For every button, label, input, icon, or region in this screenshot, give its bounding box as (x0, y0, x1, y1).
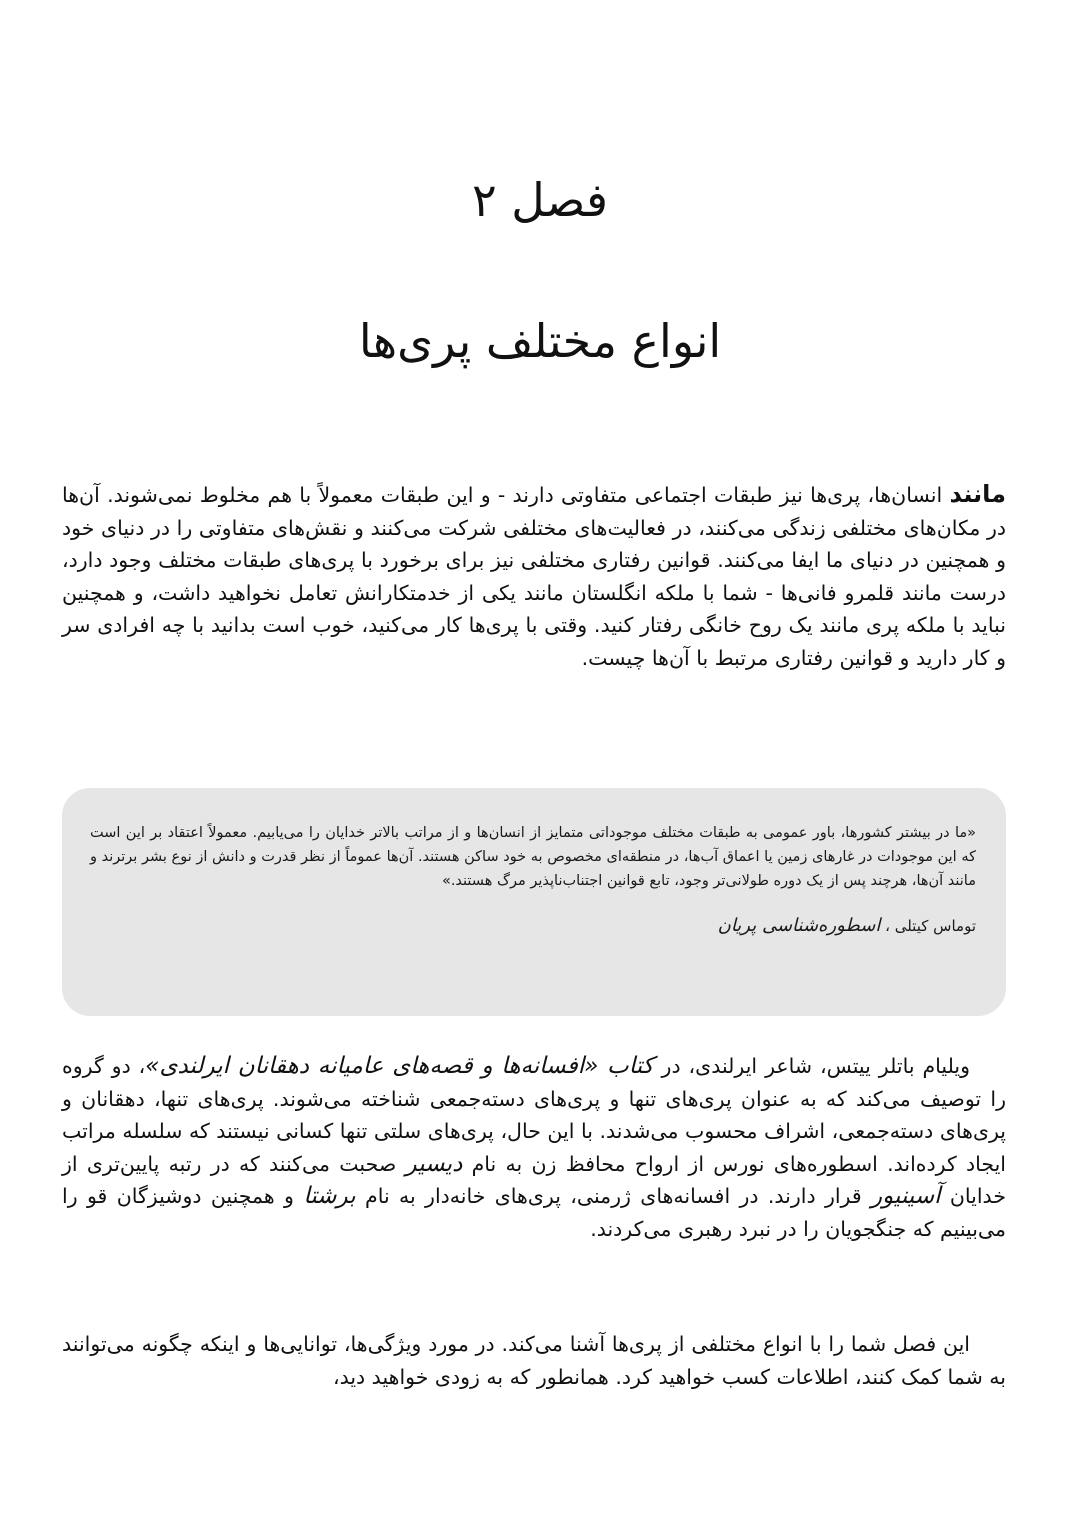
quote-box (62, 788, 1006, 1016)
text-run: ویلیام باتلر ییتس، شاعر ایرلندی، در (653, 1054, 971, 1078)
yeats-paragraph (62, 1050, 1006, 1245)
text-run: صحبت می‌کنند که در رتبه پایین‌تری از خدایان (62, 1151, 1006, 1208)
intro-paragraph (62, 478, 1006, 674)
text-run: و همچنین دوشیزگان قو را می‌بینیم که جنگجویان را در نبرد رهبری می‌کردند. (62, 1184, 1006, 1241)
text-run: ، دو گروه را توصیف می‌کند که به عنوان پری‌های تنها و پری‌های دسته‌جمعی شناخته می‌شوند. پری‌های تنها، دهقانان و پری‌های دسته‌جمعی، اشراف محسوب می‌شدند. با این حال، پری‌های سلتی تنها کسانی نیستند که سلسله مراتب ایجاد کرده‌اند. اسطوره‌های نورس از ارواح محافظ زن به نام (62, 1054, 1006, 1176)
term-disir: دیسیر (405, 1150, 463, 1177)
quote-author: توماس کیتلی (894, 917, 976, 935)
quote-text: «ما در بیشتر کشورها، باور عمومی به طبقات مختلف موجوداتی متمایز از انسان‌ها و از مراتب بالاتر خدایان را می‌یابیم. معمولاً اعتقاد بر این است که این موجودات در غارهای زمین یا اعماق آب‌ها، در منطقه‌ای مخصوص به خود ساکن هستند. آن‌ها عموماً از نظر قدرت و دانش از نوع بشر برترند و مانند آن‌ها، هرچند پس از یک دوره طولانی‌تر وجود، تابع قوانین اجتناب‌ناپذیر مرگ هستند.» (90, 825, 976, 889)
quote-book-title: اسطوره‌شناسی پریان (717, 915, 881, 936)
chapter-number: فصل ۲ (471, 173, 609, 227)
term-berchta: برشتا (303, 1183, 356, 1209)
quote-attribution (90, 913, 976, 939)
term-aesir: آسینیور (871, 1183, 941, 1209)
text-run: قرار دارند. در افسانه‌های ژرمنی، پری‌های خانه‌دار به نام (355, 1184, 872, 1208)
lead-word: مانند (949, 480, 1006, 508)
quote-separator: ، (880, 917, 895, 935)
chapter-intro-paragraph: این فصل شما را با انواع مختلفی از پری‌ها آشنا می‌کند. در مورد ویژگی‌ها، توانایی‌ها و اینکه چگونه می‌توانند به شما کمک کنند، اطلاعات کسب خواهید کرد. همانطور که به زودی خواهید دید، (62, 1332, 1006, 1389)
chapter-title: انواع مختلف پری‌ها (358, 314, 722, 368)
book-title-emphasis: کتاب «افسانه‌ها و قصه‌های عامیانه دهقانان ایرلندی» (145, 1053, 654, 1079)
intro-text: انسان‌ها، پری‌ها نیز طبقات اجتماعی متفاوتی دارند - و این طبقات معمولاً با هم مخلوط نمی‌شوند. آن‌ها در مکان‌های مختلفی زندگی می‌کنند، در فعالیت‌های مختلفی شرکت می‌کنند و نقش‌های متفاوتی را در دنیای خود و همچنین در دنیای ما ایفا می‌کنند. قوانین رفتاری مختلفی نیز برای برخورد با پری‌های طبقات مختلف وجود دارد، درست مانند قلمرو فانی‌ها - شما با ملکه انگلستان مانند یکی از خدمتکارانش تعامل نخواهید داشت، و همچنین نباید با ملکه پری مانند یک روح خانگی رفتار کنید. وقتی با پری‌ها کار می‌کنید، خوب است بدانید با چه افرادی سر و کار دارید و قوانین رفتاری مرتبط با آن‌ها چیست. (62, 483, 1006, 670)
